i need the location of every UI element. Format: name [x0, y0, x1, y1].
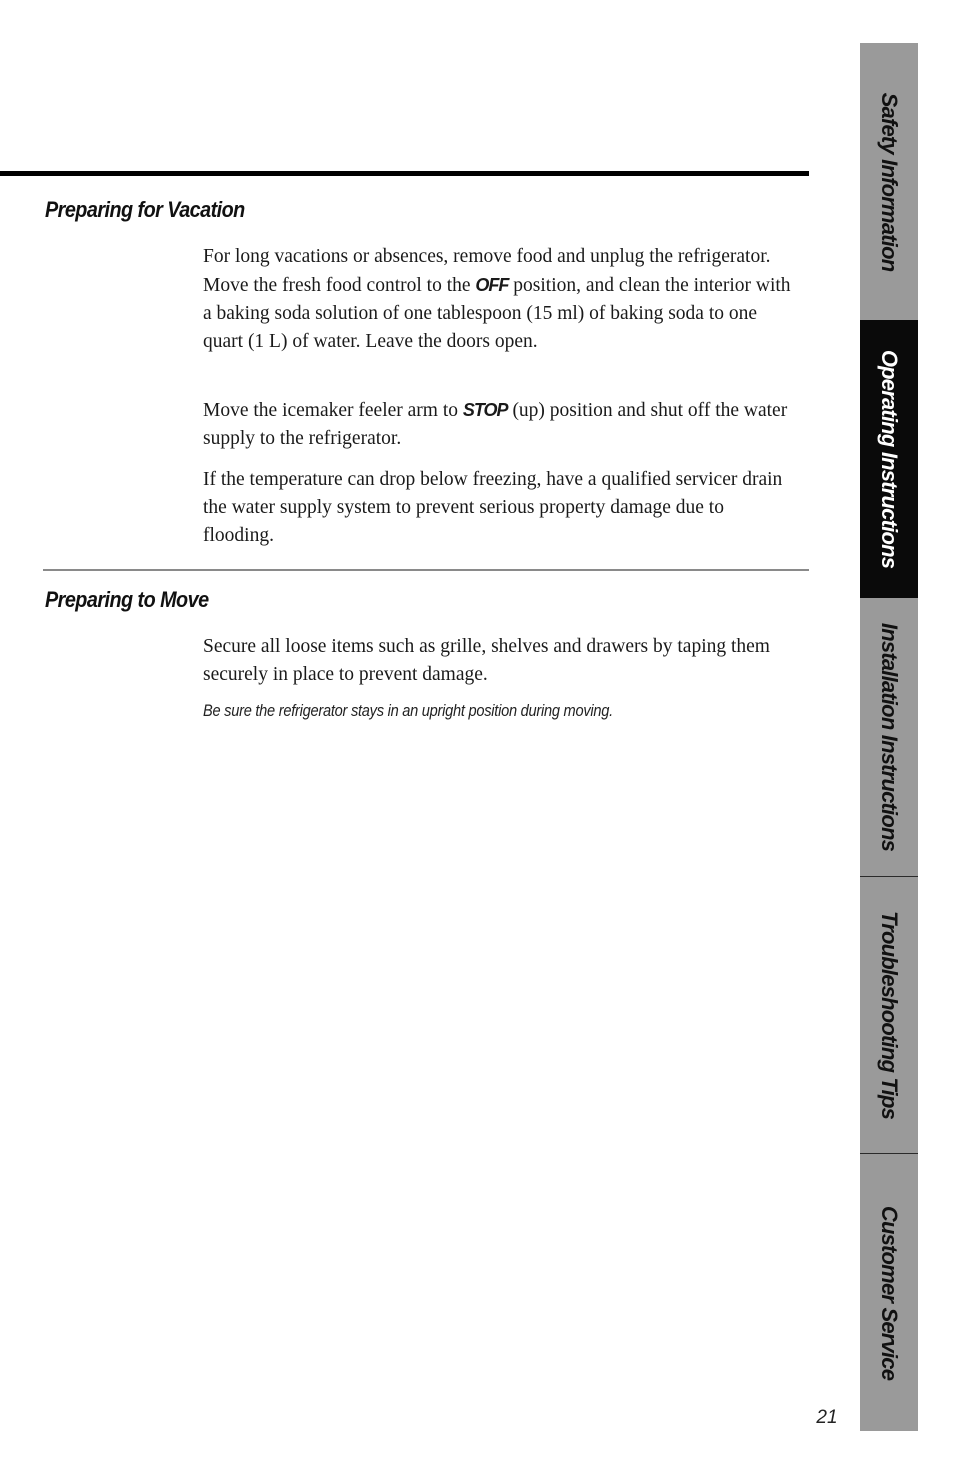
tab-label: Customer Service: [877, 1205, 902, 1380]
move-note: Be sure the refrigerator stays in an upright position during moving.: [203, 701, 613, 720]
tab-label: Safety Information: [877, 92, 902, 271]
vacation-paragraph-2: [203, 396, 793, 453]
vacation-paragraph-3: If the temperature can drop below freezing, have a qualified servicer drain the water supply system to prevent serious property damage due to flooding.: [203, 469, 783, 546]
tab-label: Operating Instructions: [877, 349, 902, 569]
tab-installation-instructions[interactable]: [860, 598, 918, 876]
vacation-p2-text-b: (up) position and shut off the water supply to the refrigerator.: [203, 400, 788, 449]
tab-troubleshooting-tips[interactable]: [860, 877, 918, 1153]
page-number: 21: [816, 1407, 838, 1428]
vacation-paragraph-1: [203, 243, 793, 356]
section-divider: [43, 569, 809, 571]
top-divider: [0, 171, 809, 176]
move-heading: Preparing to Move: [45, 587, 209, 612]
tab-safety-information[interactable]: [860, 43, 918, 320]
vacation-p2-text-a: Move the icemaker feeler arm to: [203, 400, 463, 421]
stop-keyword: STOP: [462, 400, 508, 420]
section-tabs: [860, 43, 918, 1431]
off-keyword: OFF: [475, 275, 509, 295]
vacation-p1-text-b: position, and clean the interior with a baking soda solution of one tablespoon (15 ml) of baking soda to one quart (1 L) of water. Leave the doors open.: [203, 275, 791, 352]
tab-label: Installation Instructions: [877, 622, 902, 852]
vacation-p1-text-a: For long vacations or absences, remove food and unplug the refrigerator. Move the fresh food control to the: [203, 246, 771, 296]
tab-customer-service[interactable]: [860, 1154, 918, 1431]
vacation-heading: Preparing for Vacation: [45, 197, 245, 222]
tab-operating-instructions[interactable]: [860, 320, 918, 598]
tab-label: Troubleshooting Tips: [877, 910, 902, 1120]
move-paragraph-1: Secure all loose items such as grille, shelves and drawers by taping them securely in place to prevent damage.: [203, 636, 770, 685]
